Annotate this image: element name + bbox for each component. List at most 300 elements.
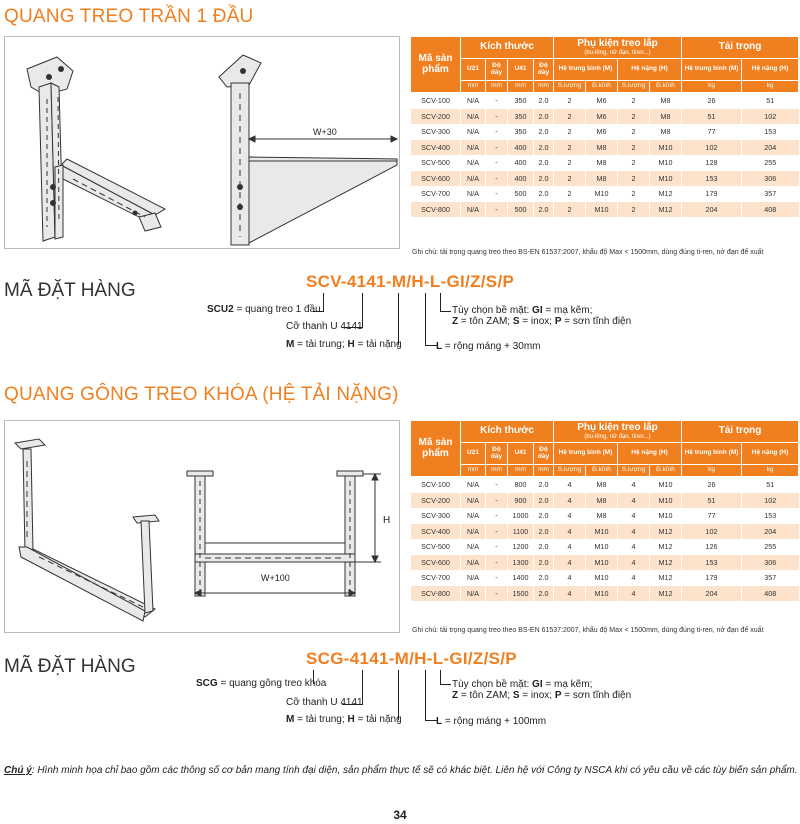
section2-order-code: SCG-4141-M/H-L-GI/Z/S/P bbox=[306, 649, 517, 668]
table-cell: 179 bbox=[682, 186, 742, 202]
table-cell: M10 bbox=[586, 586, 618, 602]
table-cell: M6 bbox=[586, 109, 618, 125]
th-accessory bbox=[554, 37, 682, 59]
table-cell: - bbox=[486, 555, 508, 571]
th-unit: S.lượng bbox=[554, 81, 586, 93]
leader-line bbox=[425, 670, 438, 721]
table-cell: 408 bbox=[742, 586, 799, 602]
table-cell: - bbox=[486, 539, 508, 555]
th-load-med: Hệ trung bình (M) bbox=[682, 443, 742, 465]
table-row bbox=[411, 539, 799, 555]
table-row bbox=[411, 171, 799, 187]
legend-surface-intro: Tùy chọn bề mặt: bbox=[452, 679, 533, 690]
table-cell: 500 bbox=[508, 202, 534, 218]
table-cell: M12 bbox=[650, 570, 682, 586]
legend-type bbox=[207, 304, 321, 315]
table-cell: N/A bbox=[461, 124, 486, 140]
th-thick1: Độ dày bbox=[486, 443, 508, 465]
table-cell: 153 bbox=[682, 171, 742, 187]
table-cell: 1500 bbox=[508, 586, 534, 602]
th-unit: kg bbox=[682, 81, 742, 93]
table-cell: 1000 bbox=[508, 508, 534, 524]
table-cell: N/A bbox=[461, 570, 486, 586]
table-cell: 400 bbox=[508, 140, 534, 156]
dimension-w100: W+100 bbox=[261, 573, 290, 583]
th-accessory-sub: (bu-lông, nở đạn, tiren...) bbox=[584, 49, 651, 56]
th-unit: kg bbox=[742, 465, 799, 477]
table-cell: 26 bbox=[682, 477, 742, 493]
table-cell: 26 bbox=[682, 93, 742, 109]
th-unit: mm bbox=[461, 465, 486, 477]
legend-load-m-desc: = tải trung; bbox=[294, 339, 348, 350]
legend-load bbox=[286, 714, 402, 725]
legend-s-desc: = inox; bbox=[519, 316, 555, 327]
table-cell: - bbox=[486, 570, 508, 586]
table-cell: N/A bbox=[461, 171, 486, 187]
table-cell: M10 bbox=[650, 155, 682, 171]
table-cell: 900 bbox=[508, 493, 534, 509]
legend-gi: GI bbox=[532, 679, 543, 690]
table-cell: M12 bbox=[650, 202, 682, 218]
legend-z-desc: = tôn ZAM; bbox=[458, 690, 513, 701]
footnote-label: Chú ý bbox=[4, 765, 32, 776]
section2-title: QUANG GÔNG TREO KHÓA (HỆ TẢI NẶNG) bbox=[4, 384, 399, 405]
th-accessory-title: Phụ kiện treo lắp bbox=[577, 38, 658, 50]
th-unit: mm bbox=[461, 81, 486, 93]
table-cell: M12 bbox=[650, 186, 682, 202]
section1-title: QUANG TREO TRẦN 1 ĐẦU bbox=[4, 6, 254, 27]
th-unit: mm bbox=[534, 81, 554, 93]
single-arm-bracket-drawing bbox=[5, 37, 401, 250]
table-cell: N/A bbox=[461, 493, 486, 509]
table-cell: 204 bbox=[682, 586, 742, 602]
th-load-heavy: Hệ nặng (H) bbox=[742, 59, 799, 81]
table-cell: 2.0 bbox=[534, 155, 554, 171]
table-row bbox=[411, 140, 799, 156]
product-code-cell: SCV-700 bbox=[411, 186, 461, 202]
product-code-cell: SCV-100 bbox=[411, 93, 461, 109]
table-cell: - bbox=[486, 109, 508, 125]
table-cell: 255 bbox=[742, 539, 799, 555]
table-cell: 2 bbox=[554, 155, 586, 171]
legend-s: S bbox=[512, 690, 520, 701]
table-cell: 2.0 bbox=[534, 508, 554, 524]
table-cell: N/A bbox=[461, 508, 486, 524]
table-cell: M12 bbox=[650, 524, 682, 540]
table-cell: 400 bbox=[508, 155, 534, 171]
th-accessory-sub: (bu-lông, nở đạn, tiren...) bbox=[584, 433, 651, 440]
table-cell: 2 bbox=[618, 109, 650, 125]
trapeze-hanger-drawing bbox=[5, 421, 401, 634]
table-row bbox=[411, 555, 799, 571]
th-unit: mm bbox=[508, 465, 534, 477]
product-code-cell: SCV-100 bbox=[411, 477, 461, 493]
table-cell: M8 bbox=[586, 171, 618, 187]
table-cell: 4 bbox=[618, 477, 650, 493]
section1-spec-table bbox=[410, 36, 799, 217]
th-unit: Đ.kính bbox=[586, 465, 618, 477]
table-cell: 4 bbox=[618, 586, 650, 602]
table-cell: - bbox=[486, 508, 508, 524]
th-unit: Đ.kính bbox=[586, 81, 618, 93]
th-unit: Đ.kính bbox=[650, 81, 682, 93]
table-cell: - bbox=[486, 124, 508, 140]
table-cell: 408 bbox=[742, 202, 799, 218]
legend-surface-intro: Tùy chọn bề mặt: bbox=[452, 305, 533, 316]
table-cell: 255 bbox=[742, 155, 799, 171]
th-thick2: Độ dày bbox=[534, 443, 554, 465]
th-unit: S.lượng bbox=[618, 465, 650, 477]
table-cell: 153 bbox=[682, 555, 742, 571]
legend-length-code: L bbox=[436, 716, 443, 727]
product-code-cell: SCV-500 bbox=[411, 155, 461, 171]
section1-table-body bbox=[411, 93, 799, 218]
table-cell: 179 bbox=[682, 570, 742, 586]
table-cell: - bbox=[486, 171, 508, 187]
th-unit: mm bbox=[486, 81, 508, 93]
footnote-text: : Hình minh họa chỉ bao gồm các thông số cơ bản mang tính đại diện, sản phẩm thực tế sẽ có khác biệt. Liên hệ với Công ty NSCA khi có yêu cầu về các tùy biến sản phẩm. bbox=[31, 765, 798, 776]
product-code-cell: SCV-400 bbox=[411, 524, 461, 540]
product-code-cell: SCV-200 bbox=[411, 109, 461, 125]
legend-s-desc: = inox; bbox=[519, 690, 555, 701]
leader-line bbox=[398, 670, 400, 720]
legend-surface bbox=[452, 305, 631, 327]
leader-line bbox=[440, 670, 451, 685]
table-cell: 800 bbox=[508, 477, 534, 493]
table-cell: 51 bbox=[742, 93, 799, 109]
product-code-cell: SCV-500 bbox=[411, 539, 461, 555]
table-row bbox=[411, 477, 799, 493]
th-unit: S.lượng bbox=[618, 81, 650, 93]
table-cell: 2.0 bbox=[534, 524, 554, 540]
table-cell: 2 bbox=[618, 124, 650, 140]
th-acc-heavy: Hệ nặng (H) bbox=[618, 59, 682, 81]
legend-load-m-desc: = tải trung; bbox=[294, 714, 348, 725]
table-cell: 2 bbox=[618, 171, 650, 187]
table-cell: M8 bbox=[650, 109, 682, 125]
table-cell: 500 bbox=[508, 186, 534, 202]
table-cell: M8 bbox=[650, 124, 682, 140]
legend-size: Cỡ thanh U 4141 bbox=[286, 321, 363, 332]
table-cell: 2.0 bbox=[534, 171, 554, 187]
table-cell: 153 bbox=[742, 508, 799, 524]
table-cell: N/A bbox=[461, 202, 486, 218]
legend-load bbox=[286, 339, 402, 350]
table-cell: 1200 bbox=[508, 539, 534, 555]
table-cell: M10 bbox=[586, 202, 618, 218]
th-unit: mm bbox=[534, 465, 554, 477]
table-cell: 350 bbox=[508, 124, 534, 140]
product-code-cell: SCV-300 bbox=[411, 508, 461, 524]
table-cell: M10 bbox=[650, 477, 682, 493]
table-cell: 77 bbox=[682, 124, 742, 140]
table-row bbox=[411, 186, 799, 202]
table-cell: 2 bbox=[618, 93, 650, 109]
table-cell: 4 bbox=[554, 508, 586, 524]
table-cell: M10 bbox=[586, 539, 618, 555]
th-load-heavy: Hệ nặng (H) bbox=[742, 443, 799, 465]
table-cell: 51 bbox=[682, 493, 742, 509]
table-cell: 350 bbox=[508, 93, 534, 109]
table-cell: 102 bbox=[742, 493, 799, 509]
th-acc-heavy: Hệ nặng (H) bbox=[618, 443, 682, 465]
table-cell: 4 bbox=[554, 477, 586, 493]
legend-s: S bbox=[512, 316, 520, 327]
legend-p-desc: = sơn tĩnh điện bbox=[561, 690, 632, 701]
table-row bbox=[411, 155, 799, 171]
product-code-cell: SCV-200 bbox=[411, 493, 461, 509]
th-unit: mm bbox=[508, 81, 534, 93]
table-cell: 2.0 bbox=[534, 477, 554, 493]
legend-load-h: H bbox=[347, 714, 355, 725]
table-cell: 128 bbox=[682, 155, 742, 171]
table-cell: 357 bbox=[742, 186, 799, 202]
legend-load-h-desc: = tải nặng bbox=[354, 714, 402, 725]
product-code-cell: SCV-600 bbox=[411, 171, 461, 187]
th-unit: kg bbox=[742, 81, 799, 93]
leader-line bbox=[440, 293, 451, 312]
table-cell: 2.0 bbox=[534, 186, 554, 202]
legend-load-m: M bbox=[286, 339, 295, 350]
table-cell: 2 bbox=[554, 202, 586, 218]
table-cell: N/A bbox=[461, 539, 486, 555]
table-cell: 4 bbox=[554, 524, 586, 540]
table-cell: 2 bbox=[618, 186, 650, 202]
table-row bbox=[411, 508, 799, 524]
table-row bbox=[411, 124, 799, 140]
legend-type-desc: = quang gông treo khóa bbox=[217, 678, 327, 689]
table-cell: 77 bbox=[682, 508, 742, 524]
table-cell: 2.0 bbox=[534, 539, 554, 555]
table-cell: N/A bbox=[461, 109, 486, 125]
legend-p: P bbox=[554, 690, 562, 701]
th-dimension: Kích thước bbox=[461, 421, 554, 443]
legend-length bbox=[436, 716, 546, 727]
table-cell: 204 bbox=[682, 202, 742, 218]
table-cell: 306 bbox=[742, 555, 799, 571]
table-cell: - bbox=[486, 186, 508, 202]
table-cell: 4 bbox=[554, 555, 586, 571]
table-cell: 51 bbox=[682, 109, 742, 125]
th-acc-med: Hệ trung bình (M) bbox=[554, 59, 618, 81]
table-cell: 2.0 bbox=[534, 555, 554, 571]
th-load: Tải trọng bbox=[682, 37, 799, 59]
table-cell: 2.0 bbox=[534, 586, 554, 602]
legend-z: Z bbox=[452, 690, 459, 701]
table-cell: - bbox=[486, 524, 508, 540]
th-accessory bbox=[554, 421, 682, 443]
table-cell: 4 bbox=[618, 493, 650, 509]
table-cell: 2 bbox=[554, 124, 586, 140]
table-cell: 4 bbox=[618, 524, 650, 540]
legend-gi-desc: = mạ kẽm; bbox=[542, 305, 593, 316]
legend-p: P bbox=[554, 316, 562, 327]
table-cell: 357 bbox=[742, 570, 799, 586]
section1-note: Ghi chú: tải trọng quang treo theo BS-EN 61537:2007, khẩu độ Max < 1500mm, dùng đúng ti-ren, nở đạn để xuất bbox=[412, 249, 764, 256]
table-cell: M10 bbox=[650, 493, 682, 509]
th-u41: U41 bbox=[508, 59, 534, 81]
th-u21: U21 bbox=[461, 59, 486, 81]
legend-z-desc: = tôn ZAM; bbox=[458, 316, 513, 327]
legend-load-m: M bbox=[286, 714, 295, 725]
table-cell: 2.0 bbox=[534, 93, 554, 109]
table-cell: 102 bbox=[682, 524, 742, 540]
page-number: 34 bbox=[393, 808, 407, 822]
table-cell: 2.0 bbox=[534, 124, 554, 140]
legend-length bbox=[436, 341, 541, 352]
section2-illustration bbox=[4, 420, 400, 633]
table-cell: 2 bbox=[618, 155, 650, 171]
th-thick1: Độ dày bbox=[486, 59, 508, 81]
product-code-cell: SCV-800 bbox=[411, 202, 461, 218]
th-acc-med: Hệ trung bình (M) bbox=[554, 443, 618, 465]
table-cell: 4 bbox=[618, 570, 650, 586]
table-cell: 2.0 bbox=[534, 109, 554, 125]
legend-gi-desc: = mạ kẽm; bbox=[542, 679, 593, 690]
table-cell: 1400 bbox=[508, 570, 534, 586]
table-cell: N/A bbox=[461, 155, 486, 171]
table-cell: 4 bbox=[618, 539, 650, 555]
leader-line bbox=[425, 293, 438, 346]
table-row bbox=[411, 524, 799, 540]
table-cell: 400 bbox=[508, 171, 534, 187]
table-cell: 4 bbox=[554, 586, 586, 602]
product-code-cell: SCV-700 bbox=[411, 570, 461, 586]
table-cell: - bbox=[486, 155, 508, 171]
product-code-cell: SCV-300 bbox=[411, 124, 461, 140]
table-cell: N/A bbox=[461, 477, 486, 493]
table-cell: - bbox=[486, 202, 508, 218]
section1-order-label: MÃ ĐẶT HÀNG bbox=[4, 280, 136, 301]
table-cell: 4 bbox=[618, 508, 650, 524]
table-cell: - bbox=[486, 586, 508, 602]
table-cell: M10 bbox=[650, 508, 682, 524]
legend-surface bbox=[452, 679, 631, 701]
th-code: Mã sản phẩm bbox=[411, 421, 461, 477]
dimension-w30: W+30 bbox=[313, 127, 337, 137]
section2-table-body bbox=[411, 477, 799, 602]
table-row bbox=[411, 93, 799, 109]
table-cell: 2 bbox=[554, 140, 586, 156]
legend-load-h-desc: = tải nặng bbox=[354, 339, 402, 350]
legend-load-h: H bbox=[347, 339, 355, 350]
section2-spec-table bbox=[410, 420, 799, 601]
table-cell: M8 bbox=[650, 93, 682, 109]
table-cell: N/A bbox=[461, 586, 486, 602]
footnote bbox=[4, 765, 798, 776]
table-cell: N/A bbox=[461, 555, 486, 571]
table-row bbox=[411, 493, 799, 509]
table-cell: M6 bbox=[586, 124, 618, 140]
table-cell: - bbox=[486, 477, 508, 493]
th-unit: Đ.kính bbox=[650, 465, 682, 477]
th-thick2: Độ dày bbox=[534, 59, 554, 81]
table-cell: 2.0 bbox=[534, 140, 554, 156]
table-cell: - bbox=[486, 93, 508, 109]
table-cell: M8 bbox=[586, 493, 618, 509]
legend-length-code: L bbox=[436, 341, 443, 352]
section2-order-label: MÃ ĐẶT HÀNG bbox=[4, 656, 136, 677]
product-code-cell: SCV-800 bbox=[411, 586, 461, 602]
dimension-h: H bbox=[383, 515, 391, 526]
table-cell: 4 bbox=[554, 493, 586, 509]
legend-z: Z bbox=[452, 316, 459, 327]
th-load-med: Hệ trung bình (M) bbox=[682, 59, 742, 81]
table-cell: 102 bbox=[682, 140, 742, 156]
table-cell: N/A bbox=[461, 524, 486, 540]
table-cell: 126 bbox=[682, 539, 742, 555]
table-cell: M8 bbox=[586, 477, 618, 493]
legend-type bbox=[196, 678, 326, 689]
table-cell: M10 bbox=[586, 524, 618, 540]
table-cell: M12 bbox=[650, 539, 682, 555]
th-dimension: Kích thước bbox=[461, 37, 554, 59]
th-accessory-title: Phụ kiện treo lắp bbox=[577, 422, 658, 434]
table-cell: 102 bbox=[742, 109, 799, 125]
table-cell: M8 bbox=[586, 508, 618, 524]
th-load: Tải trọng bbox=[682, 421, 799, 443]
table-cell: 2.0 bbox=[534, 493, 554, 509]
table-cell: 2 bbox=[554, 186, 586, 202]
table-cell: 204 bbox=[742, 524, 799, 540]
table-row bbox=[411, 570, 799, 586]
table-cell: 153 bbox=[742, 124, 799, 140]
legend-size: Cỡ thanh U 4141 bbox=[286, 697, 363, 708]
table-cell: N/A bbox=[461, 93, 486, 109]
legend-type-desc: = quang treo 1 đầu bbox=[233, 304, 321, 315]
table-cell: M12 bbox=[650, 586, 682, 602]
table-cell: M10 bbox=[650, 140, 682, 156]
table-cell: 4 bbox=[618, 555, 650, 571]
table-cell: M8 bbox=[586, 140, 618, 156]
legend-gi: GI bbox=[532, 305, 543, 316]
table-cell: 2 bbox=[618, 140, 650, 156]
table-cell: M12 bbox=[650, 555, 682, 571]
product-code-cell: SCV-600 bbox=[411, 555, 461, 571]
table-cell: - bbox=[486, 140, 508, 156]
section1-order-code: SCV-4141-M/H-L-GI/Z/S/P bbox=[306, 272, 515, 291]
table-row bbox=[411, 109, 799, 125]
table-cell: 1300 bbox=[508, 555, 534, 571]
th-unit: S.lượng bbox=[554, 465, 586, 477]
table-cell: M10 bbox=[650, 171, 682, 187]
th-u21: U21 bbox=[461, 443, 486, 465]
section2-note: Ghi chú: tải trọng quang treo theo BS-EN 61537:2007, khẩu độ Max < 1500mm, dùng đúng ti-ren, nở đạn để xuất bbox=[412, 627, 764, 634]
legend-type-code: SCG bbox=[196, 678, 218, 689]
table-cell: 204 bbox=[742, 140, 799, 156]
table-cell: 2 bbox=[554, 109, 586, 125]
table-cell: M8 bbox=[586, 155, 618, 171]
legend-length-desc: = rộng máng + 30mm bbox=[442, 341, 541, 352]
th-unit: mm bbox=[486, 465, 508, 477]
table-cell: M10 bbox=[586, 570, 618, 586]
table-row bbox=[411, 202, 799, 218]
table-cell: 2 bbox=[554, 171, 586, 187]
legend-type-code: SCU2 bbox=[207, 304, 234, 315]
table-cell: N/A bbox=[461, 140, 486, 156]
table-row bbox=[411, 586, 799, 602]
section1-illustration bbox=[4, 36, 400, 249]
table-cell: 2 bbox=[554, 93, 586, 109]
leader-line bbox=[398, 293, 400, 345]
table-cell: 4 bbox=[554, 570, 586, 586]
table-cell: - bbox=[486, 493, 508, 509]
table-cell: 2.0 bbox=[534, 202, 554, 218]
table-cell: M10 bbox=[586, 186, 618, 202]
table-cell: N/A bbox=[461, 186, 486, 202]
product-code-cell: SCV-400 bbox=[411, 140, 461, 156]
table-cell: 2 bbox=[618, 202, 650, 218]
